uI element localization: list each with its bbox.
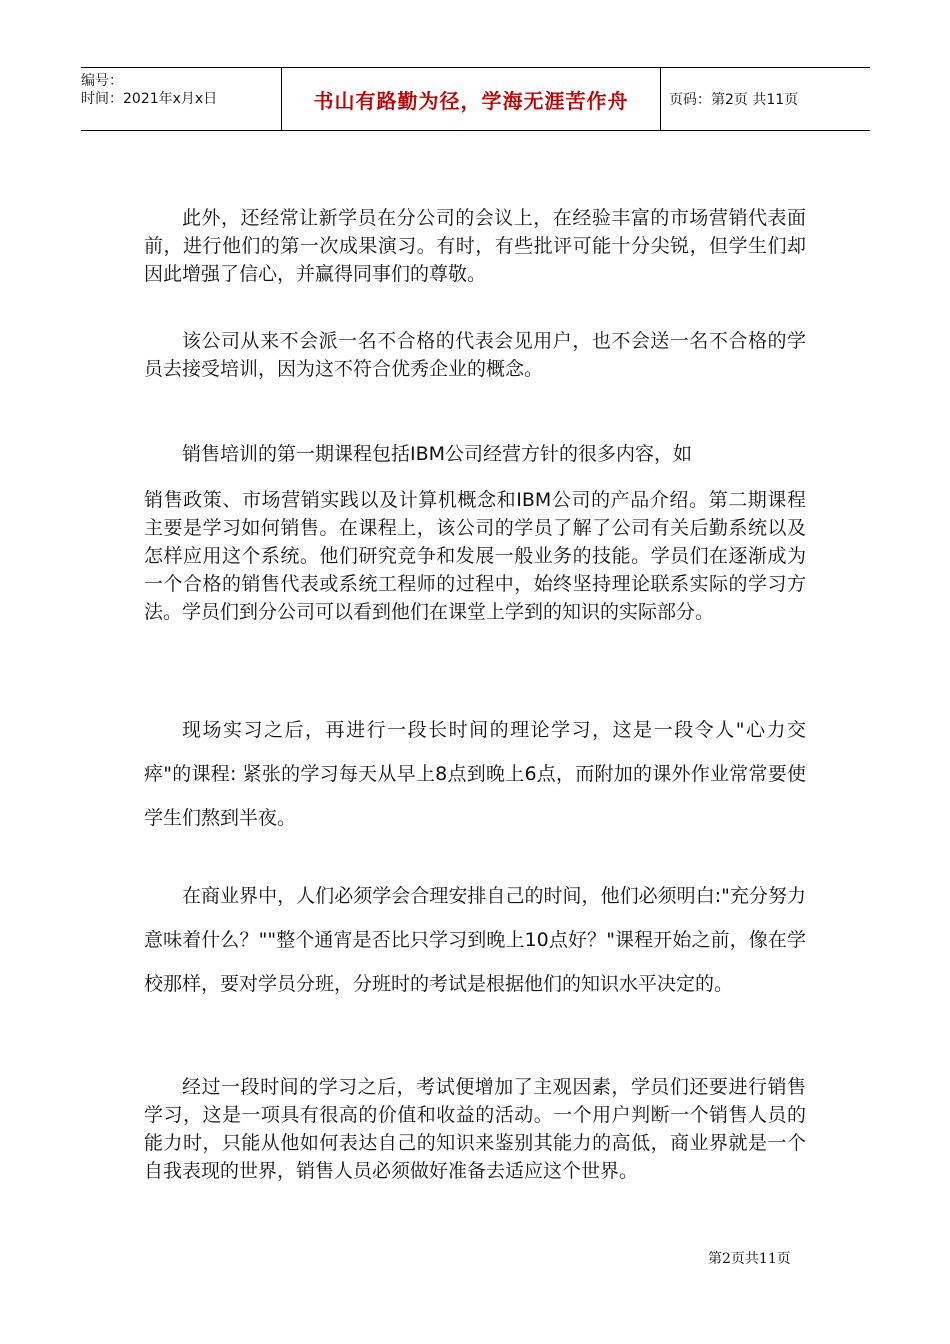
header-motto-cell: [281, 68, 661, 130]
document-date: 时间：2021年x月x日: [81, 91, 218, 107]
paragraph-7: 经过一段时间的学习之后，考试便增加了主观因素，学员们还要进行销售学习，这是一项具有很高的价值和收益的活动。一个用户判断一个销售人员的能力时，只能从他如何表达自己的知识来鉴别其能力的高低，商业界就是一个自我表现的世界，销售人员必须做好准备去适应这个世界。: [144, 1076, 806, 1182]
paragraph-1: 此外，还经常让新学员在分公司的会议上，在经验丰富的市场营销代表面前，进行他们的第一次成果演习。有时，有些批评可能十分尖锐，但学生们却因此增强了信心，并赢得同事们的尊敬。: [144, 207, 806, 285]
paragraph-5: 现场实习之后，再进行一段长时间的理论学习，这是一段令人"心力交瘁"的课程: 紧张的学习每天从早上8点到晚上6点，而附加的课外作业常常要使学生们熬到半夜。: [144, 719, 806, 829]
page-footer: 第2页共11页: [708, 1251, 791, 1267]
header-page-info: 页码：第2页 共11页: [669, 92, 799, 108]
header-page-cell: [661, 68, 878, 130]
page-header: [81, 67, 870, 131]
paragraph-3: 销售培训的第一期课程包括IBM公司经营方针的很多内容，如: [182, 443, 693, 465]
paragraph-4: 销售政策、市场营销实践以及计算机概念和IBM公司的产品介绍。第二期课程主要是学习如何销售。在课程上，该公司的学员了解了公司有关后勤系统以及怎样应用这个系统。他们研究竞争和发展一般业务的技能。学员们在逐渐成为一个合格的销售代表或系统工程师的过程中，始终坚持理论联系实际的学习方法。学员们到分公司可以看到他们在课堂上学到的知识的实际部分。: [144, 489, 806, 623]
header-motto: 书山有路勤为径，学海无涯苦作舟: [313, 88, 629, 113]
document-number: 编号：: [81, 73, 123, 89]
paragraph-6: 在商业界中，人们必须学会合理安排自己的时间，他们必须明白:"充分努力意味着什么？""整个通宵是否比只学习到晚上10点好？"课程开始之前，像在学校那样，要对学员分班，分班时的考试是根据他们的知识水平决定的。: [144, 885, 806, 995]
paragraph-2: 该公司从来不会派一名不合格的代表会见用户，也不会送一名不合格的学员去接受培训，因为这不符合优秀企业的概念。: [144, 330, 806, 380]
header-meta: [81, 68, 281, 130]
